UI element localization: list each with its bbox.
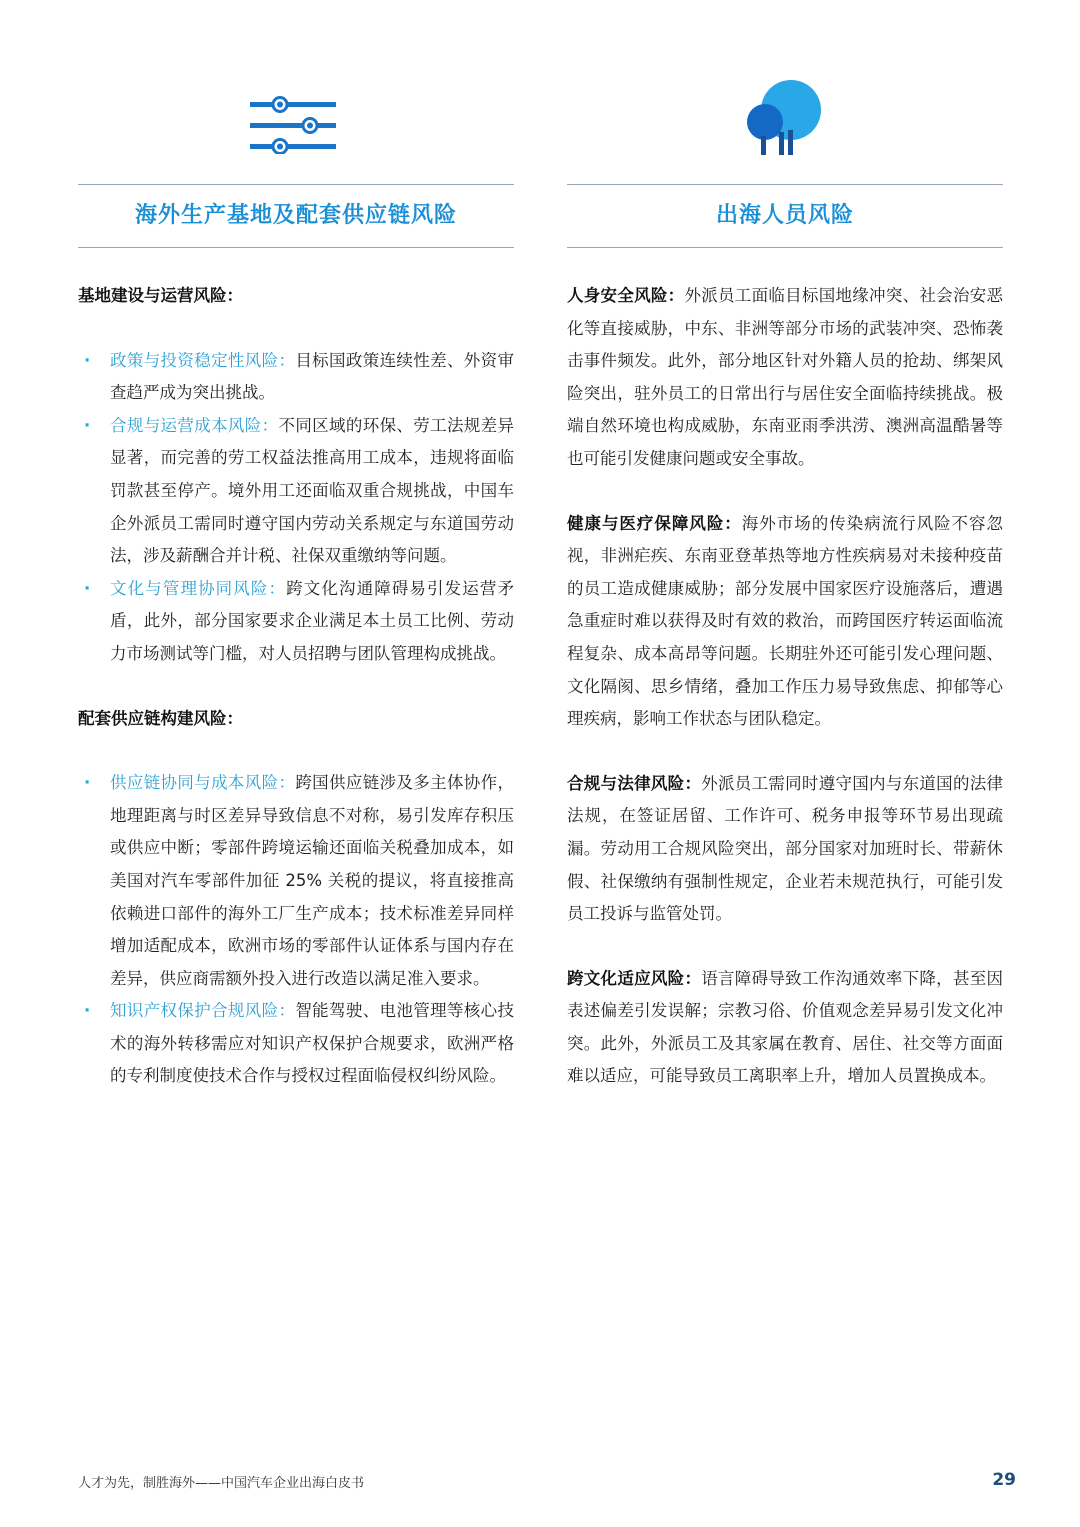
left-column-title: 海外生产基地及配套供应链风险: [134, 203, 457, 228]
paragraph-text: 外派员工需同时遵守国内与东道国的法律法规，在签证居留、工作许可、税务申报等环节易出现疏漏。劳动用工合规风险突出，部分国家对加班时长、带薪休假、社保缴纳有强制性规定，企业若未规范执行，可能引发员工投诉与监管处罚。: [567, 773, 1004, 924]
bullet-dot: ·: [84, 350, 91, 370]
item-label: 知识产权保护合规风险：: [110, 1001, 296, 1021]
sliders-icon: [248, 96, 340, 154]
title-rule-top: [567, 184, 1003, 185]
paragraph-text: 外派员工面临目标国地缘冲突、社会治安恶化等直接威胁，中东、非洲等部分市场的武装冲突、恐怖袭击事件频发。此外，部分地区针对外籍人员的抢劫、绑架风险突出，驻外员工的日常出行与居住安全面临持续挑战。极端自然环境也构成威胁，东南亚雨季洪涝、澳洲高温酷暑等也可能引发健康问题或安全事故。: [567, 286, 1004, 468]
item-text: 不同区域的环保、劳工法规差异显著，而完善的劳工权益法推高用工成本，违规将面临罚款甚至停产。境外用工还面临双重合规挑战，中国车企外派员工需同时遵守国内劳动关系规定与东道国劳动法，涉及薪酬合并计税、社保双重缴纳等问题。: [110, 415, 515, 566]
list-item: [78, 995, 514, 1093]
bullet-dot: ·: [84, 773, 91, 793]
item-label: 文化与管理协同风险：: [110, 578, 287, 598]
right-content: [567, 280, 1003, 1093]
item-label: 政策与投资稳定性风险：: [110, 350, 296, 370]
item-label: 供应链协同与成本风险：: [110, 773, 296, 793]
page-number: 29: [992, 1470, 1016, 1490]
paragraph-label: 健康与医疗保障风险：: [567, 513, 742, 533]
bullet-dot: ·: [84, 578, 91, 598]
bullet-dot: ·: [84, 415, 91, 435]
item-text: 智能驾驶、电池管理等核心技术的海外转移需应对知识产权保护合规要求，欧洲严格的专利制度使技术合作与授权过程面临侵权纠纷风险。: [110, 1001, 515, 1086]
section-heading-supply: 配套供应链构建风险：: [78, 708, 243, 728]
bullet-dot: ·: [84, 1001, 91, 1021]
paragraph-label: 合规与法律风险：: [567, 773, 702, 793]
title-rule-bottom: [78, 247, 514, 248]
paragraph-label: 跨文化适应风险：: [567, 968, 702, 988]
list-item: [78, 410, 514, 573]
paragraph-label: 人身安全风险：: [567, 286, 685, 305]
list-item: [78, 345, 514, 410]
item-text: 跨国供应链涉及多主体协作，地理距离与时区差异导致信息不对称，易引发库存积压或供应中断；零部件跨境运输还面临关税叠加成本，如美国对汽车零部件加征 25% 关税的提议，将直接推高依赖进口部件的海外工厂生产成本；技术标准差异同样增加适配成本，欧洲市场的零部件认证体系与国内存在差异，供应商需额外投入进行改造以满足准入要求。: [110, 773, 515, 988]
paragraph: [567, 963, 1003, 1093]
list-item: [78, 573, 514, 671]
section-heading-base: 基地建设与运营风险：: [78, 286, 243, 305]
trees-icon: [745, 80, 825, 158]
right-column-title: 出海人员风险: [715, 203, 854, 228]
paragraph: [567, 280, 1003, 476]
item-text: 目标国政策连续性差、外资审查趋严成为突出挑战。: [110, 350, 515, 403]
paragraph: [567, 768, 1003, 931]
footer-title: 人才为先，制胜海外——中国汽车企业出海白皮书: [78, 1476, 365, 1491]
list-item: [78, 767, 514, 995]
paragraph-text: 语言障碍导致工作沟通效率下降，甚至因表述偏差引发误解；宗教习俗、价值观念差异易引发文化冲突。此外，外派员工及其家属在教育、居住、社交等方面面难以适应，可能导致员工离职率上升，增加人员置换成本。: [567, 968, 1004, 1086]
left-icon-area: [78, 80, 514, 160]
right-icon-area: [567, 80, 1003, 160]
title-rule-bottom: [567, 247, 1003, 248]
left-content: [78, 280, 514, 1093]
paragraph: [567, 508, 1003, 736]
item-text: 跨文化沟通障碍易引发运营矛盾，此外，部分国家要求企业满足本土员工比例、劳动力市场测试等门槛，对人员招聘与团队管理构成挑战。: [110, 578, 515, 663]
title-rule-top: [78, 184, 514, 185]
item-label: 合规与运营成本风险：: [110, 415, 279, 435]
paragraph-text: 海外市场的传染病流行风险不容忽视，非洲疟疾、东南亚登革热等地方性疾病易对未接种疫苗的员工造成健康威胁；部分发展中国家医疗设施落后，遭遇急重症时难以获得及时有效的救治，而跨国医疗转运面临流程复杂、成本高昂等问题。长期驻外还可能引发心理问题、文化隔阂、思乡情绪，叠加工作压力易导致焦虑、抑郁等心理疾病，影响工作状态与团队稳定。: [567, 513, 1004, 729]
